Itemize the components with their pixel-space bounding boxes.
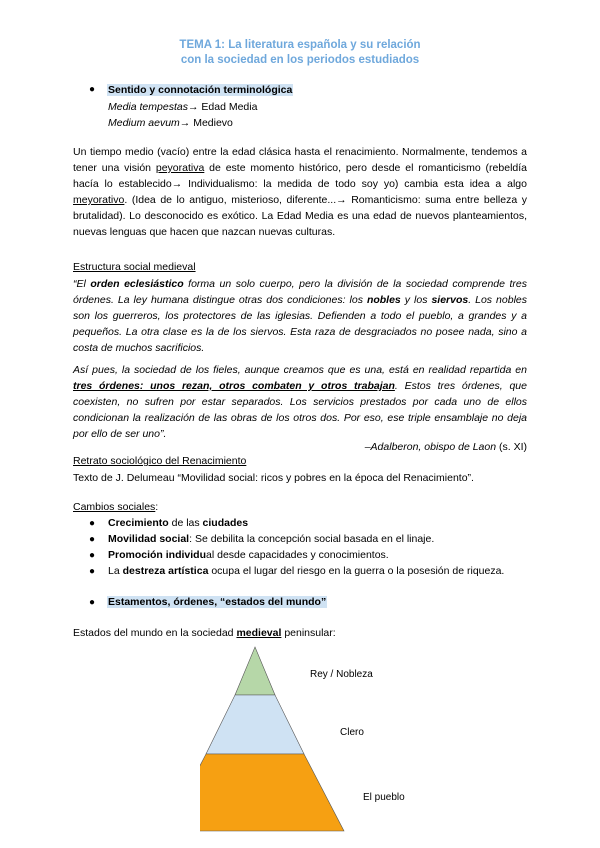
text-run: forma un solo cuerpo, pero la división de la sociedad comprende tres órdenes. La ley humana distingue otras dos condiciones: los xyxy=(73,278,528,306)
bold-term: Promoción individu xyxy=(108,549,207,561)
text-run: . Los nobles son los guerreros, los protectores de las iglesias. Defienden a todo el pueblo, a grandes y a pequeños. La otra clase es la de los siervos. Esta raza de desgraciados no posee nada, sino a costa de muchos sacrificios. xyxy=(73,294,527,354)
bullet-dot: ● xyxy=(89,597,96,608)
quote-paragraph-2 xyxy=(73,362,527,442)
estados-intro xyxy=(73,625,336,641)
pyramid-label-clergy: Clero xyxy=(340,727,364,738)
text-run: : Se debilita la concepción social basada en el linaje. xyxy=(189,533,435,545)
pyramid-label-nobility: Rey / Nobleza xyxy=(310,669,373,680)
bullet-dot: ● xyxy=(89,518,96,529)
list-item xyxy=(108,547,389,563)
intro-paragraph xyxy=(73,144,527,240)
bold-term: Crecimiento xyxy=(108,517,169,529)
term-latin: Media tempestas xyxy=(108,101,188,113)
list-item xyxy=(108,531,434,547)
quote-paragraph-1 xyxy=(73,276,527,356)
title-line1: La literatura española y su relación xyxy=(225,39,421,51)
bullet-dot: ● xyxy=(89,566,96,577)
bold-underlined-term: medieval xyxy=(236,627,282,639)
attribution-century: (s. XI) xyxy=(496,441,527,453)
bullet-dot: ● xyxy=(89,550,96,561)
pyramid-label-people: El pueblo xyxy=(363,792,405,803)
bold-term: nobles xyxy=(366,294,401,306)
attribution-author: –Adalberon, obispo de Laon xyxy=(364,441,497,453)
list-item xyxy=(108,563,504,579)
page-title xyxy=(0,37,600,53)
subheading-cambios xyxy=(73,499,158,515)
term-line-1 xyxy=(108,99,257,115)
term-meaning: → Medievo xyxy=(179,117,233,129)
quote-attribution xyxy=(365,439,527,455)
subheading-retrato: Retrato sociológico del Renacimiento xyxy=(73,455,247,467)
underlined-term: meyorativo xyxy=(73,194,125,206)
text-run: de las xyxy=(168,517,203,529)
social-pyramid xyxy=(200,640,600,840)
pyramid-level-nobility xyxy=(235,647,275,695)
section-heading-text: Estamentos, órdenes, “estados del mundo” xyxy=(108,596,327,608)
bullet-dot: ● xyxy=(89,84,96,95)
title-line2: con la sociedad en los periodos estudiados xyxy=(180,54,420,66)
text-run: peninsular: xyxy=(281,627,336,639)
bold-term: destreza artística xyxy=(122,565,209,577)
list-item xyxy=(108,515,248,531)
pyramid-level-clergy xyxy=(206,695,304,754)
section-heading-estamentos xyxy=(107,594,327,610)
text-run: de este momento histórico, pero desde el romanticismo (rebeldía hacía lo establecido→ Individualismo: la medida de todo soy yo) cambia esta idea a algo xyxy=(73,162,527,190)
text-run: Así pues, la sociedad de los fieles, aunque creamos que es una, está en realidad repartida en xyxy=(73,364,527,376)
bold-term: siervos xyxy=(431,294,469,306)
section-heading-terminology xyxy=(107,82,293,98)
text-run: al desde capacidades y conocimientos. xyxy=(206,549,389,561)
bullet-dot: ● xyxy=(89,534,96,545)
text-run: . Estos tres órdenes, que coexisten, no sufren por estar separados. Los servicios prestados por cada uno de ellos condicionan la realización de las obras de los otros dos. Por eso, ese triple ensamblaje no deja por ello de ser uno”. xyxy=(73,380,527,440)
term-line-2 xyxy=(108,115,233,131)
text-run: ocupa el lugar del riesgo en la guerra o la posesión de riqueza. xyxy=(208,565,505,577)
term-meaning: → Edad Media xyxy=(187,101,258,113)
title-prefix: TEMA 1: xyxy=(179,39,225,51)
bold-term: Movilidad social xyxy=(108,533,190,545)
text-run: y los xyxy=(400,294,432,306)
section-heading-text: Sentido y connotación terminológica xyxy=(108,84,293,96)
page-subtitle xyxy=(0,52,600,68)
underlined-term: peyorativa xyxy=(155,162,205,174)
text-run: La xyxy=(108,565,123,577)
subheading-text: Cambios sociales xyxy=(73,501,156,513)
bold-underlined-term: tres órdenes: unos rezan, otros combaten y otros trabajan xyxy=(73,380,395,392)
subheading-colon: : xyxy=(155,501,159,513)
retrato-text: Texto de J. Delumeau “Movilidad social: ricos y pobres en la época del Renacimiento”. xyxy=(73,472,474,484)
bold-term: orden eclesiástico xyxy=(90,278,184,290)
text-run: . (Idea de lo antiguo, misterioso, diferente...→ Romanticismo: suma entre belleza y brutalidad). Lo desconocido es exótico. La Edad Media es una edad de nuevos planteamientos, nuevas lenguas que hacen que nazcan nuevas culturas. xyxy=(73,194,527,238)
text-run: Un tiempo medio (vacío) entre la edad clásica hasta el renacimiento. Normalmente, tendemos a tener una visión xyxy=(73,146,527,174)
bold-term: ciudades xyxy=(202,517,249,529)
term-latin: Medium aevum xyxy=(108,117,180,129)
subheading-estructura: Estructura social medieval xyxy=(73,261,196,273)
text-run: Estados del mundo en la sociedad xyxy=(73,627,237,639)
text-run: “El xyxy=(73,278,91,290)
pyramid-level-people xyxy=(200,754,344,831)
